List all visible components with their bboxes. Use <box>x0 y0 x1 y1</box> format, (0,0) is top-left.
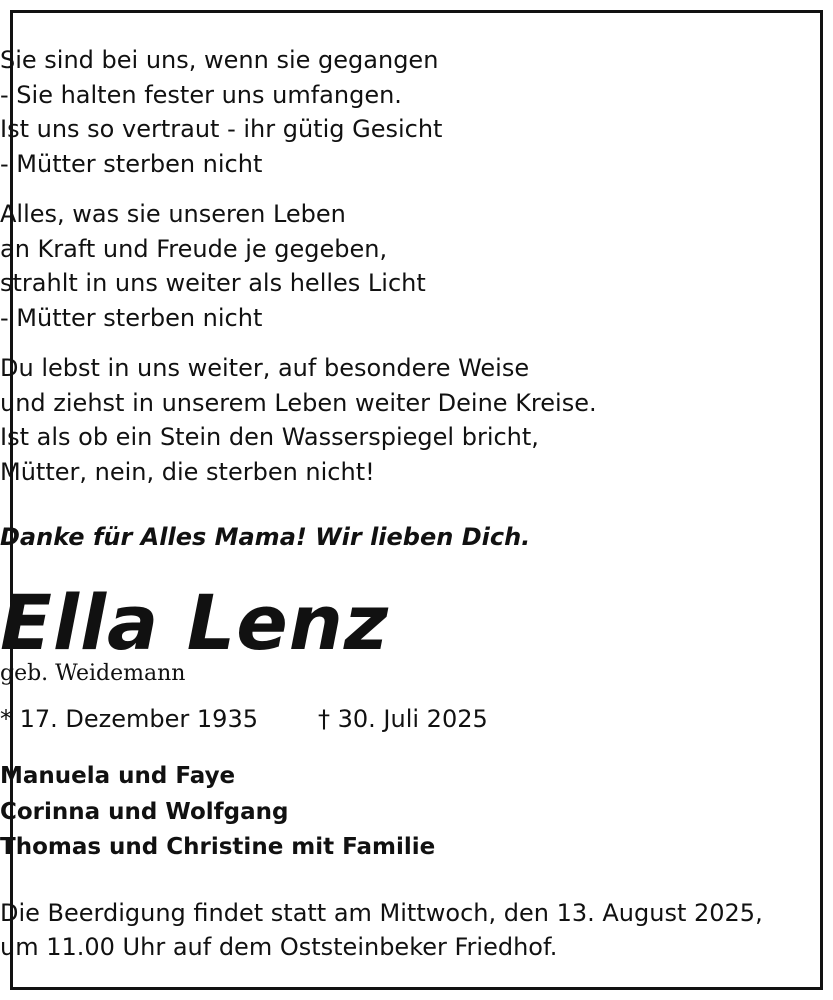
funeral-info <box>0 896 833 964</box>
poem-line: Sie sind bei uns, wenn sie gegangen <box>0 46 439 74</box>
birth-name: geb. Weidemann <box>0 661 186 686</box>
poem-line: Du lebst in uns weiter, auf besondere Weise <box>0 354 530 382</box>
mourner: Manuela und Faye <box>0 763 236 789</box>
poem-stanza-1 <box>0 43 833 181</box>
poem-line: und ziehst in unserem Leben weiter Deine Kreise. <box>0 388 597 417</box>
life-dates <box>0 701 833 737</box>
mourner: Corinna und Wolfgang <box>0 798 289 825</box>
poem-line: Ist als ob ein Stein den Wasserspiegel bricht, <box>0 423 539 451</box>
poem-line: strahlt in uns weiter als helles Licht <box>0 269 426 297</box>
poem-stanza-3 <box>0 351 833 489</box>
birth-date: * 17. Dezember 1935 <box>0 705 258 733</box>
poem-line: Mütter, nein, die sterben nicht! <box>0 457 375 486</box>
funeral-line: Die Beerdigung findet statt am Mittwoch, den 13. August 2025, <box>0 899 763 927</box>
death-date: † 30. Juli 2025 <box>318 705 488 733</box>
deceased-name: Ella Lenz <box>0 578 390 667</box>
thanks-line: Danke für Alles Mama! Wir lieben Dich. <box>0 523 531 551</box>
poem-line: Ist uns so vertraut - ihr gütig Gesicht <box>0 115 443 143</box>
poem-line: an Kraft und Freude je gegeben, <box>0 234 388 263</box>
poem-line: - Sie halten fester uns umfangen. <box>0 80 402 109</box>
poem-stanza-2 <box>0 197 833 335</box>
poem-line: Alles, was sie unseren Leben <box>0 200 346 228</box>
mourner: Thomas und Christine mit Familie <box>0 834 436 860</box>
mourners-list <box>0 759 833 866</box>
funeral-line: um 11.00 Uhr auf dem Oststeinbeker Friedhof. <box>0 933 558 961</box>
poem-line: - Mütter sterben nicht <box>0 149 263 178</box>
poem-line: - Mütter sterben nicht <box>0 303 263 332</box>
